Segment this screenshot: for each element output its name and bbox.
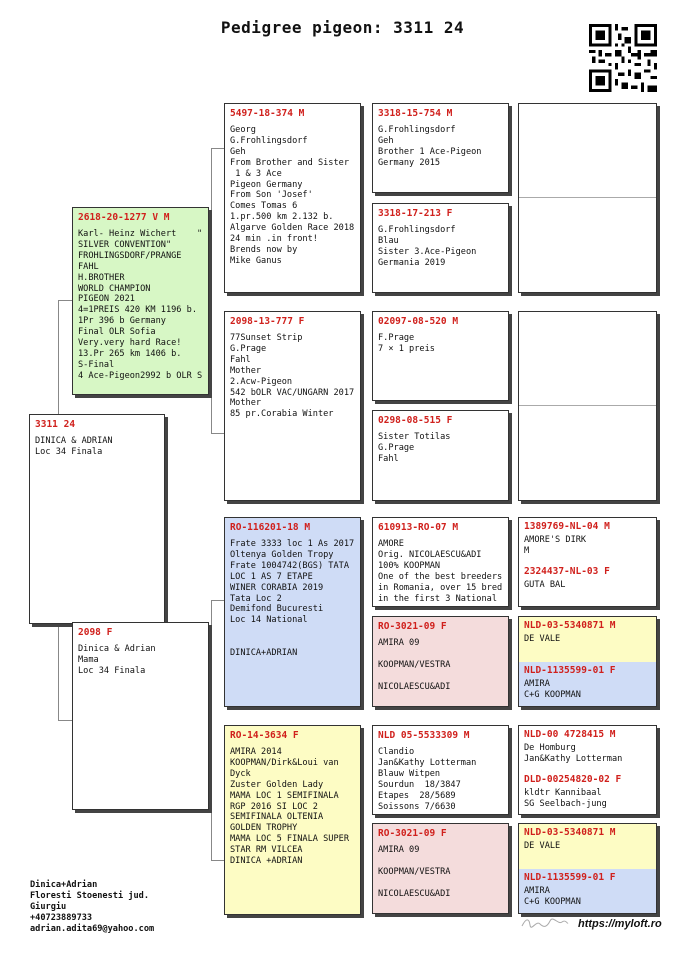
dss-card[interactable] <box>372 517 509 607</box>
website-link[interactable]: https://myloft.ro <box>578 918 662 930</box>
qr-code-icon <box>589 24 657 92</box>
owner-info <box>30 880 154 935</box>
ring-number: 1389769-NL-04 M <box>524 521 610 532</box>
ring-number: 3311 24 <box>35 419 76 430</box>
owner-city: Giurgiu <box>30 902 67 912</box>
ring-number: RO-14-3634 F <box>230 730 299 741</box>
ring-number: RO-3021-09 F <box>378 828 447 839</box>
ring-number: NLD-00 4728415 M <box>524 729 616 740</box>
owner-name: Dinica+Adrian <box>30 880 98 890</box>
card-text: G.Frohlingsdorf Geh Brother 1 Ace-Pigeon Germany 2015 <box>378 125 482 168</box>
ddd-card[interactable] <box>372 823 509 914</box>
owner-phone: +40723889733 <box>30 913 93 923</box>
ring-number: NLD-1135599-01 F <box>524 872 616 883</box>
dam-card[interactable] <box>72 622 209 810</box>
card-text: 77Sunset Strip G.Prage Fahl Mother 2.Acw-Pigeon 542 bOLR VAC/UNGARN 2017 Mother 85 pr.Corabia Winter <box>230 333 355 420</box>
connector-line <box>211 433 224 434</box>
g4-card-empty <box>518 311 657 501</box>
card-text: DE VALE <box>524 634 561 644</box>
owner-address: Floresti Stoenesti jud. <box>30 891 149 901</box>
connector-line <box>58 300 72 301</box>
ring-number: 2098 F <box>78 627 113 638</box>
card-text: AMIRA 2014 KOOPMAN/Dirk&Loui van Dyck Zuster Golden Lady MAMA LOC 1 SEMIFINALA RGP 2016 SI LOC 2 SEMIFINALA OLTENIA GOLDEN TROPHY MAMA LOC 5 FINALA SUPER STAR RM VILCEA DINICA +ADRIAN <box>230 747 349 867</box>
connector-line <box>58 720 72 721</box>
ring-number: 610913-RO-07 M <box>378 522 459 533</box>
card-text: GUTA BAL <box>524 580 566 590</box>
g4-card-empty <box>518 103 657 293</box>
ring-number: 2324437-NL-03 F <box>524 566 610 577</box>
dds-card[interactable] <box>372 725 509 815</box>
ring-number: NLD-03-5340871 M <box>524 620 616 631</box>
g4-segment <box>519 518 656 563</box>
ring-number: DLD-00254820-02 F <box>524 774 622 785</box>
connector-line <box>211 148 212 433</box>
g4-card[interactable] <box>518 517 657 607</box>
ring-number: 5497-18-374 M <box>230 108 305 119</box>
page-title: Pedigree pigeon: 3311 24 <box>220 18 465 37</box>
card-text: DE VALE <box>524 841 561 851</box>
g4-card[interactable] <box>518 725 657 815</box>
g4-segment <box>519 563 656 607</box>
g4-segment <box>519 824 656 869</box>
card-text: Frate 3333 loc 1 As 2017 Oltenya Golden Tropy Frate 1004742(BGS) TATA LOC 1 AS 7 ETAPE WINER CORABIA 2019 Tata Loc 2 Demifond Bucuresti Loc 14 National DINICA+ADRIAN <box>230 539 355 659</box>
connector-line <box>211 600 212 860</box>
ring-number: NLD-1135599-01 F <box>524 665 616 676</box>
card-text: AMORE'S DIRK M <box>524 535 587 556</box>
ring-number: 2098-13-777 F <box>230 316 305 327</box>
card-text: DINICA & ADRIAN Loc 34 Finala <box>35 436 113 457</box>
g4-segment-empty <box>519 312 656 406</box>
card-text: G.Frohlingsdorf Blau Sister 3.Ace-Pigeon Germania 2019 <box>378 225 477 268</box>
card-text: Karl- Heinz Wichert " SILVER CONVENTION" FROHLINGSDORF/PRANGE FAHL H.BROTHER WORLD CHAMPION PIGEON 2021 4=1PREIS 420 KM 1196 b. 1Pr 396 b Germany Final OLR Sofia Very.very hard Race! 13.Pr 265 km 1406 b. S-Final 4 Ace-Pigeon2992 b OLR S <box>78 229 203 381</box>
card-text: kldtr Kannibaal SG Seelbach-jung <box>524 788 607 809</box>
card-text: De Homburg Jan&Kathy Lotterman <box>524 743 623 764</box>
subject-card[interactable] <box>29 414 165 624</box>
connector-line <box>211 860 224 861</box>
ring-number: 0298-08-515 F <box>378 415 453 426</box>
sss-card[interactable] <box>372 103 509 193</box>
g4-segment <box>519 617 656 662</box>
card-text: F.Prage 7 × 1 preis <box>378 333 435 354</box>
card-text: Clandio Jan&Kathy Lotterman Blauw Witpen Sourdun 18/3847 Etapes 28/5689 Soissons 7/6630 <box>378 747 477 812</box>
sdd-card[interactable] <box>372 410 509 501</box>
g4-card[interactable] <box>518 823 657 914</box>
g4-segment <box>519 726 656 771</box>
ring-number: NLD-03-5340871 M <box>524 827 616 838</box>
dam-dam-card[interactable] <box>224 725 361 915</box>
card-text: AMIRA C+G KOOPMAN <box>524 679 581 700</box>
card-text: AMIRA C+G KOOPMAN <box>524 886 581 907</box>
dsd-card[interactable] <box>372 616 509 707</box>
ring-number: 02097-08-520 M <box>378 316 459 327</box>
owner-email[interactable]: adrian.adita69@yahoo.com <box>30 924 155 934</box>
card-text: AMIRA 09 KOOPMAN/VESTRA NICOLAESCU&ADI <box>378 845 451 899</box>
g4-segment <box>519 869 656 914</box>
connector-line <box>211 148 224 149</box>
sire-sire-card[interactable] <box>224 103 361 293</box>
ring-number: 3318-15-754 M <box>378 108 453 119</box>
card-text: AMIRA 09 KOOPMAN/VESTRA NICOLAESCU&ADI <box>378 638 451 692</box>
sire-card[interactable] <box>72 207 209 395</box>
ring-number: RO-116201-18 M <box>230 522 311 533</box>
card-text: AMORE Orig. NICOLAESCU&ADI 100% KOOPMAN One of the best breeders in Romania, over 15 bred in the first 3 National <box>378 539 503 604</box>
g4-segment <box>519 662 656 707</box>
dam-sire-card[interactable] <box>224 517 361 707</box>
card-text: Sister Totilas G.Prage Fahl <box>378 432 451 464</box>
ring-number: 3318-17-213 F <box>378 208 453 219</box>
g4-card[interactable] <box>518 616 657 707</box>
card-text: Georg G.Frohlingsdorf Geh From Brother and Sister 1 & 3 Ace Pigeon Germany From Son 'Josef' Comes Tomas 6 1.pr.500 km 2.132 b. Algarve Golden Race 2018 24 min .in front! Brends now by Mike Ganus <box>230 125 355 266</box>
sds-card[interactable] <box>372 311 509 401</box>
signature-icon <box>520 916 570 930</box>
ring-number: 2618-20-1277 V M <box>78 212 170 223</box>
ssd-card[interactable] <box>372 203 509 293</box>
card-text: Dinica & Adrian Mama Loc 34 Finala <box>78 644 156 676</box>
sire-dam-card[interactable] <box>224 311 361 501</box>
g4-segment <box>519 771 656 815</box>
g4-segment-empty <box>519 104 656 198</box>
ring-number: RO-3021-09 F <box>378 621 447 632</box>
connector-line <box>211 600 224 601</box>
ring-number: NLD 05-5533309 M <box>378 730 470 741</box>
